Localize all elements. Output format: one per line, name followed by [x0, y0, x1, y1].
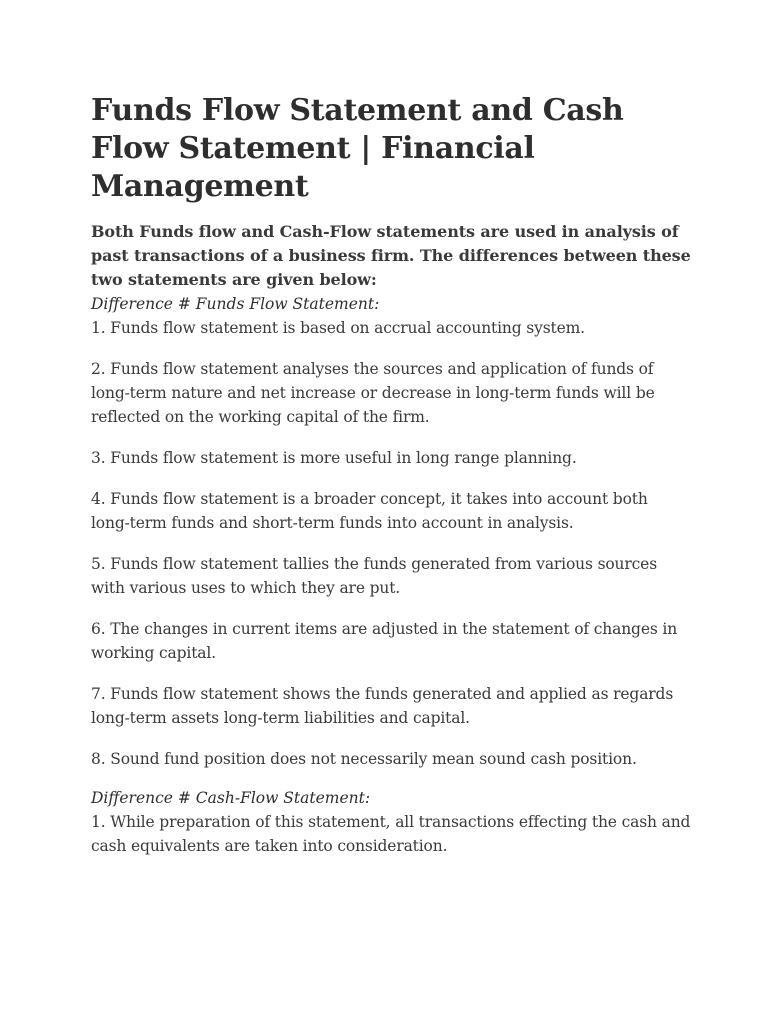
funds-flow-point-7: 7. Funds flow statement shows the funds generated and applied as regards long-term assets long-term liabilities and capital. [91, 685, 674, 727]
funds-flow-point-3: 3. Funds flow statement is more useful in long range planning. [91, 449, 577, 467]
intro-paragraph: Both Funds flow and Cash-Flow statements are used in analysis of past transactions of a business firm. The differences between these two statements are given below: [91, 222, 691, 289]
funds-flow-point-5: 5. Funds flow statement tallies the funds generated from various sources with various uses to which they are put. [91, 555, 658, 597]
funds-flow-point-4: 4. Funds flow statement is a broader concept, it takes into account both long-term funds and short-term funds into account in analysis. [91, 490, 648, 532]
funds-flow-point-1: 1. Funds flow statement is based on accrual accounting system. [91, 319, 585, 337]
section-heading-cash-flow: Difference # Cash-Flow Statement: [91, 789, 371, 807]
section-cash-flow [91, 786, 691, 858]
section-funds-flow [91, 292, 691, 771]
cash-flow-point-1: 1. While preparation of this statement, all transactions effecting the cash and cash equivalents are taken into consideration. [91, 813, 691, 855]
funds-flow-point-6: 6. The changes in current items are adjusted in the statement of changes in working capital. [91, 620, 678, 662]
funds-flow-point-8: 8. Sound fund position does not necessarily mean sound cash position. [91, 750, 637, 768]
funds-flow-point-2: 2. Funds flow statement analyses the sources and application of funds of long-term nature and net increase or decrease in long-term funds will be reflected on the working capital of the firm. [91, 360, 655, 426]
section-heading-funds-flow: Difference # Funds Flow Statement: [91, 295, 380, 313]
document-title: Funds Flow Statement and Cash Flow Statement | Financial Management [91, 93, 624, 204]
document-page [91, 92, 691, 875]
